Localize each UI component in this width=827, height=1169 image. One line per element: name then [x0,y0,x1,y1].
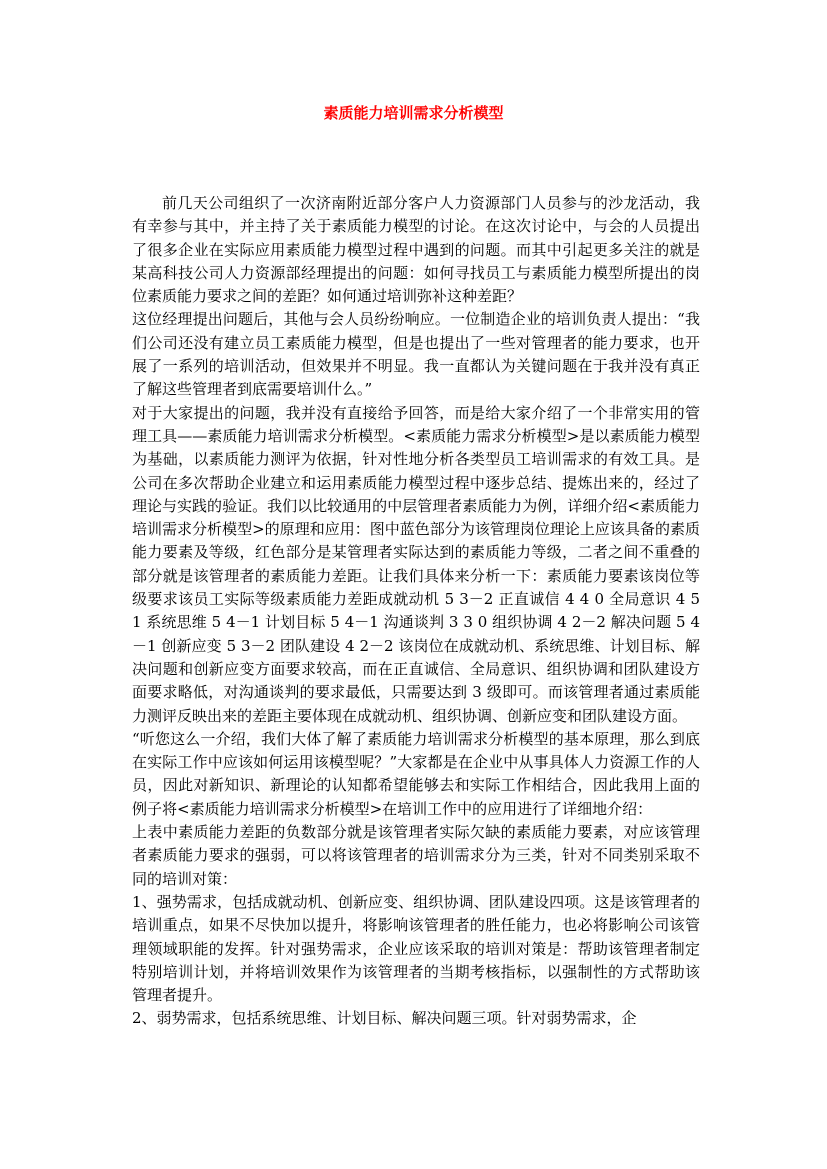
paragraph-model-introduction: 对于大家提出的问题，我并没有直接给予回答，而是给大家介绍了一个非常实用的管理工具——素质能力培训需求分析模型。<素质能力需求分析模型>是以素质能力模型为基础，以素质能力测评为依据，针对性地分析各类型员工培训需求的有效工具。是公司在多次帮助企业建立和运用素质能力模型过程中逐步总结、提炼出来的，经过了理论与实践的验证。我们以比较通用的中层管理者素质能力为例，详细介绍<素质能力培训需求分析模型>的原理和应用：图中蓝色部分为该管理岗位理论上应该具备的素质能力要素及等级，红色部分是某管理者实际达到的素质能力等级，二者之间不重叠的部分就是该管理者的素质能力差距。让我们具体来分析一下：素质能力要素该岗位等级要求该员工实际等级素质能力差距成就动机 5 3－2 正直诚信 4 4 0 全局意识 4 5 1 系统思维 5 4－1 计划目标 5 4－1 沟通谈判 3 3 0 组织协调 4 2－2 解决问题 5 4－1 创新应变 5 3－2 团队建设 4 2－2 该岗位在成就动机、系统思维、计划目标、解决问题和创新应变方面要求较高，而在正直诚信、全局意识、组织协调和团队建设方面要求略低，对沟通谈判的要求最低，只需要达到 3 级即可。而该管理者通过素质能力测评反映出来的差距主要体现在成就动机、组织协调、创新应变和团队建设方面。 [132,403,700,725]
document-title: 素质能力培训需求分析模型 [323,104,504,122]
paragraph-manager-response: 这位经理提出问题后，其他与会人员纷纷响应。一位制造企业的培训负责人提出：“我们公司还没有建立员工素质能力模型，但是也提出了一些对管理者的能力要求，也开展了一系列的培训活动，但效果并不明显。我一直都认为关键问题在于我并没有真正了解这些管理者到底需要培训什么。” [132,310,700,399]
paragraph-strong-needs: 1、强势需求，包括成就动机、创新应变、组织协调、团队建设四项。这是该管理者的培训重点，如果不尽快加以提升，将影响该管理者的胜任能力，也必将影响公司该管理领域职能的发挥。针对强势需求，企业应该采取的培训对策是：帮助该管理者制定特别培训计划，并将培训效果作为该管理者的当期考核指标，以强制性的方式帮助该管理者提升。 [132,892,700,1005]
paragraph-training-needs: 上表中素质能力差距的负数部分就是该管理者实际欠缺的素质能力要素，对应该管理者素质能力要求的强弱，可以将该管理者的培训需求分为三类，针对不同类别采取不同的培训对策： [132,823,700,888]
paragraph-model-application: “听您这么一介绍，我们大体了解了素质能力培训需求分析模型的基本原理，那么到底在实际工作中应该如何运用该模型呢？”大家都是在企业中从事具体人力资源工作的人员，因此对新知识、新理论的认知都希望能够去和实际工作相结合，因此我用上面的例子将<素质能力培训需求分析模型>在培训工作中的应用进行了详细地介绍： [132,729,700,818]
document-body [132,192,700,1031]
paragraph-weak-needs: 2、弱势需求，包括系统思维、计划目标、解决问题三项。针对弱势需求，企 [132,1009,637,1028]
paragraph-intro: 前几天公司组织了一次济南附近部分客户人力资源部门人员参与的沙龙活动，我有幸参与其中，并主持了关于素质能力模型的讨论。在这次讨论中，与会的人员提出了很多企业在实际应用素质能力模型过程中遇到的问题。而其中引起更多关注的就是某高科技公司人力资源部经理提出的问题：如何寻找员工与素质能力模型所提出的岗位素质能力要求之间的差距？如何通过培训弥补这种差距？ [132,194,700,306]
